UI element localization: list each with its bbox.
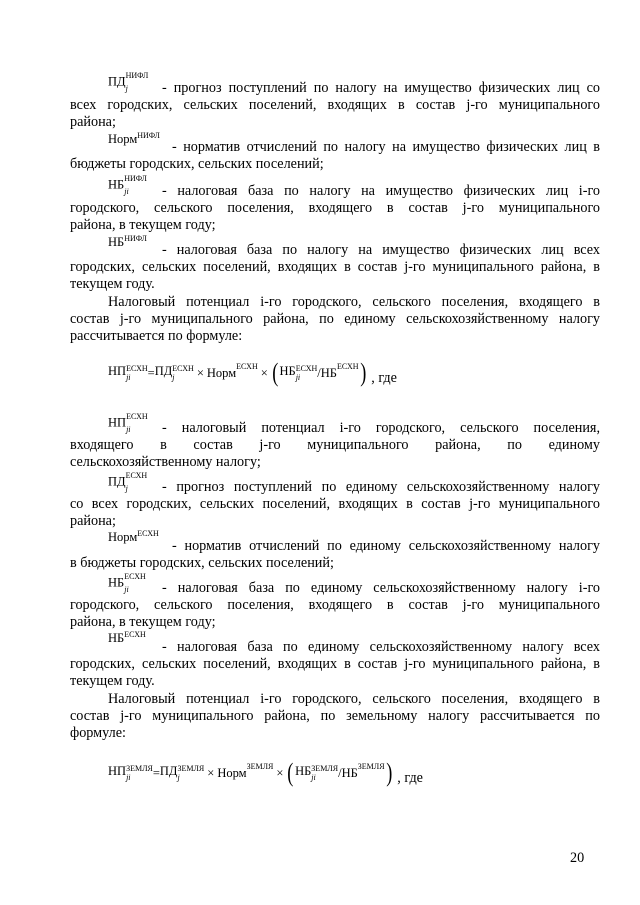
text-line: - налоговый потенциал i-го городского, сельского поселения, <box>162 420 600 436</box>
text-line: района; <box>70 114 116 130</box>
text-line: в бюджеты городских, сельских поселений; <box>70 555 334 571</box>
symbol-nb-eskhn-ji: НБ ЕСХН ji <box>108 572 146 594</box>
text-line: сельскохозяйственному налогу; <box>70 454 261 470</box>
text-line: - норматив отчислений по налогу на имущество физических лиц в <box>172 139 600 155</box>
symbol-pd-nifl: ПД НИФЛ j <box>108 71 149 93</box>
text-line: текущем году. <box>70 276 155 292</box>
symbol-nb-eskhn: $НБ^{ЕСХН}$ <box>108 630 146 645</box>
symbol-nb-nifl-ji: НБ НИФЛ ji <box>108 174 147 196</box>
symbol-pd-eskhn: ПД ЕСХН j <box>108 471 148 493</box>
formula-eskhn: НП ЕСХН ji = ПД ЕСХН j × Норм $^{ЕСХН}$ × ( НБ ЕСХН ji / НБ $^{ЕСХН}$ ) , где <box>108 358 397 387</box>
text-line: городского, сельского поселения, входящего в состав j-го муниципального <box>70 597 600 613</box>
text-line: городского, сельского поселения, входящего в состав j-го муниципального <box>70 200 600 216</box>
paragraph-line: рассчитывается по формуле: <box>70 328 243 344</box>
formula-lhs: НП ЗЕМЛЯ ji <box>108 764 153 782</box>
symbol-nb-nifl: $НБ^{НИФЛ}$ <box>108 234 147 249</box>
text-line: района; <box>70 513 116 529</box>
text-line: - налоговая база по налогу на имущество физических лиц всех <box>162 242 600 258</box>
text-line: всех городских, сельских поселений, входящих в состав j-го муниципального <box>70 97 600 113</box>
paragraph-line: Налоговый потенциал i-го городского, сельского поселения, входящего в <box>108 294 600 310</box>
text-line: бюджеты городских, сельских поселений; <box>70 156 324 172</box>
text-line: со всех городских, сельских поселений, входящих в состав j-го муниципального <box>70 496 600 512</box>
paragraph-line: Налоговый потенциал i-го городского, сельского поселения, входящего в <box>108 691 600 707</box>
text-line: текущем году. <box>70 673 155 689</box>
formula-zemlya: НП ЗЕМЛЯ ji = ПД ЗЕМЛЯ j × Норм $^{ЗЕМЛЯ}$ × ( НБ ЗЕМЛЯ ji / НБ $^{ЗЕМЛЯ}$ ) , где <box>108 758 423 787</box>
paragraph-line: состав j-го муниципального района, по земельному налогу рассчитывается по <box>70 708 600 724</box>
symbol-np-eskhn-ji: НП ЕСХН ji <box>108 412 148 434</box>
text-line: городских, сельских поселений, входящих в состав j-го муниципального района, в <box>70 656 600 672</box>
text-line: - налоговая база по единому сельскохозяйственному налогу всех <box>162 639 600 655</box>
text-line: - прогноз поступлений по единому сельскохозяйственному налогу <box>162 479 600 495</box>
page-number: 20 <box>570 850 585 866</box>
text-line: городских, сельских поселений, входящих в состав j-го муниципального района, в <box>70 259 600 275</box>
text-line: - налоговая база по налогу на имущество физических лиц i-го <box>162 183 600 199</box>
formula-lhs: НП ЕСХН ji <box>108 364 148 382</box>
symbol-norm-eskhn: Норм$^{ЕСХН}$ <box>108 529 159 544</box>
text-line: района, в текущем году; <box>70 614 216 630</box>
paragraph-line: формуле: <box>70 725 126 741</box>
text-line: - прогноз поступлений по налогу на имущество физических лиц со <box>162 80 600 96</box>
symbol-norm-nifl: Норм$^{НИФЛ}$ <box>108 131 160 146</box>
text-line: - налоговая база по единому сельскохозяйственному налогу i-го <box>162 580 600 596</box>
text-line: района, в текущем году; <box>70 217 216 233</box>
text-line: входящего в состав j-го муниципального района, по единому <box>70 437 600 453</box>
text-line: - норматив отчислений по единому сельскохозяйственному налогу <box>172 538 600 554</box>
paragraph-line: состав j-го муниципального района, по единому сельскохозяйственному налогу <box>70 311 600 327</box>
